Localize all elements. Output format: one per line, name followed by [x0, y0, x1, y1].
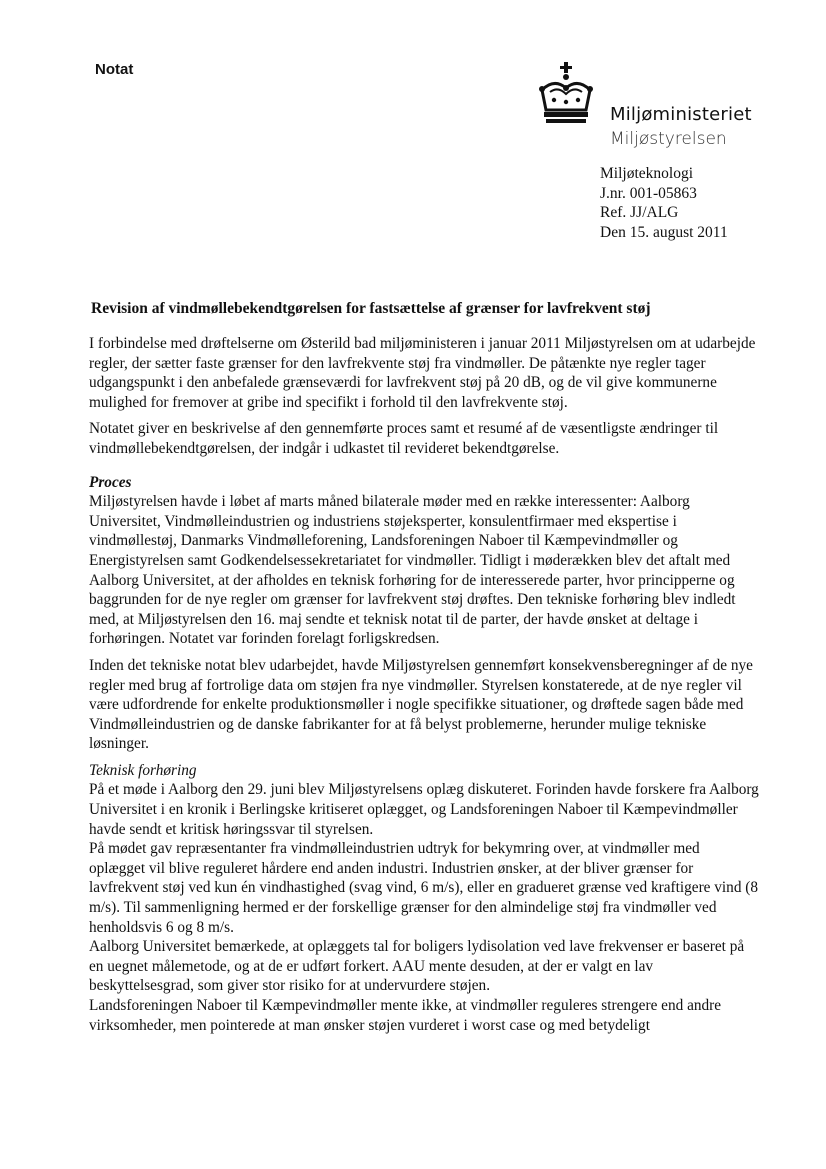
reference-line: Ref. JJ/ALG: [600, 204, 679, 221]
proces-paragraph-2: Inden det tekniske notat blev udarbejdet, havde Miljøstyrelsen gennemført konsekvensberegninger af de nye regler med brug af fortrolige data om støjen fra nye vindmøller. Styrelsen konstaterede, at de nye regler vil være udfordrende for enkelte produktionsmøller i nogle specifikke situationer, og drøftede sagen både med Vindmølleindustrien og de danske fabrikanter for at få belyst problemerne, herunder mulige tekniske løsninger.: [89, 656, 753, 753]
department-line: Miljøteknologi: [600, 165, 693, 182]
hearing-paragraph-4: Landsforeningen Naboer til Kæmpevindmøller mente ikke, at vindmøller reguleres strengere end andre virksomheder, men pointerede at man ønsker støjen vurderet i worst case og med betydeligt: [89, 997, 722, 1034]
document-body: [89, 334, 759, 1035]
document-type-label: Notat: [95, 61, 134, 78]
date-line: Den 15. august 2011: [600, 223, 728, 241]
subsection-heading-teknisk-forhoering: Teknisk forhøring: [89, 761, 197, 779]
section-heading-proces: Proces: [89, 473, 132, 491]
crown-crest-icon: [536, 60, 596, 130]
document-metadata: [600, 164, 728, 242]
hearing-paragraph-2: På mødet gav repræsentanter fra vindmølleindustrien udtryk for bekymring over, at vindmøller med oplægget vil blive reguleret hårdere end anden industri. Industrien ønsker, at der bliver grænser for lavfrekvent støj ved kun én vindhastighed (svag vind, 6 m/s), eller en gradueret grænse ved kraftigere vind (8 m/s). Til sammenligning hermed er der forskellige grænser for den almindelige støj fra vindmøller ved henholdsvis 6 og 8 m/s.: [89, 840, 759, 936]
ministry-name: Miljøministeriet: [610, 104, 752, 125]
intro-paragraph: I forbindelse med drøftelserne om Østerild bad miljøministeren i januar 2011 Miljøstyrelsen om at udarbejde regler, der sætter faste grænser for den lavfrekvente støj fra vindmøller. De påtænkte nye regler tager udgangspunkt i den anbefalede grænseværdi for lavfrekvent støj på 20 dB, og de vil give kommunerne mulighed for fremover at gribe ind specifikt i forhold til den lavfrekvente støj.: [89, 335, 756, 411]
agency-name: Miljøstyrelsen: [610, 129, 727, 149]
hearing-paragraph-1: På et møde i Aalborg den 29. juni blev Miljøstyrelsens oplæg diskuteret. Forinden havde forskere fra Aalborg Universitet i en kronik i Berlingske kritiseret oplægget, og Landsforeningen Naboer til Kæmpevindmøller havde sendt et kritisk høringssvar til styrelsen.: [89, 781, 759, 838]
proces-paragraph-1: Miljøstyrelsen havde i løbet af marts måned bilaterale møder med en række interessenter: Aalborg Universitet, Vindmølleindustrien og industriens støjeksperter, konsulentfirmaer med ekspertise i vindmøllestøj, Danmarks Vindmølleforening, Landsforeningen Naboer til Kæmpevindmøller og Energistyrelsen samt Godkendelsessekretariatet for vindmøller. Tidligt i møderækken blev det aftalt med Aalborg Universitet, at der afholdes en teknisk forhøring for de interesserede parter, hvor principperne og baggrunden for de nye regler om grænser for lavfrekvent støj drøftes. Den tekniske forhøring blev indledt med, at Miljøstyrelsen den 16. maj sendte et teknisk notat til de parter, der havde ønsket at deltage i forhøringen. Notatet var forinden forelagt forligskredsen.: [89, 493, 736, 648]
hearing-paragraph-3: Aalborg Universitet bemærkede, at oplæggets tal for boligers lydisolation ved lave frekvenser er baseret på en uegnet målemetode, og at de er udført forkert. AAU mente desuden, at der er valgt en lav beskyttelsesgrad, som giver stor risiko for at undervurdere støjen.: [89, 938, 745, 995]
document-title: Revision af vindmøllebekendtgørelsen for fastsættelse af grænser for lavfrekvent støj: [91, 300, 651, 317]
summary-paragraph: Notatet giver en beskrivelse af den gennemførte proces samt et resumé af de væsentligste ændringer til vindmøllebekendtgørelsen, der indgår i udkastet til revideret bekendtgørelse.: [89, 420, 719, 457]
journal-number: J.nr. 001-05863: [600, 184, 697, 202]
